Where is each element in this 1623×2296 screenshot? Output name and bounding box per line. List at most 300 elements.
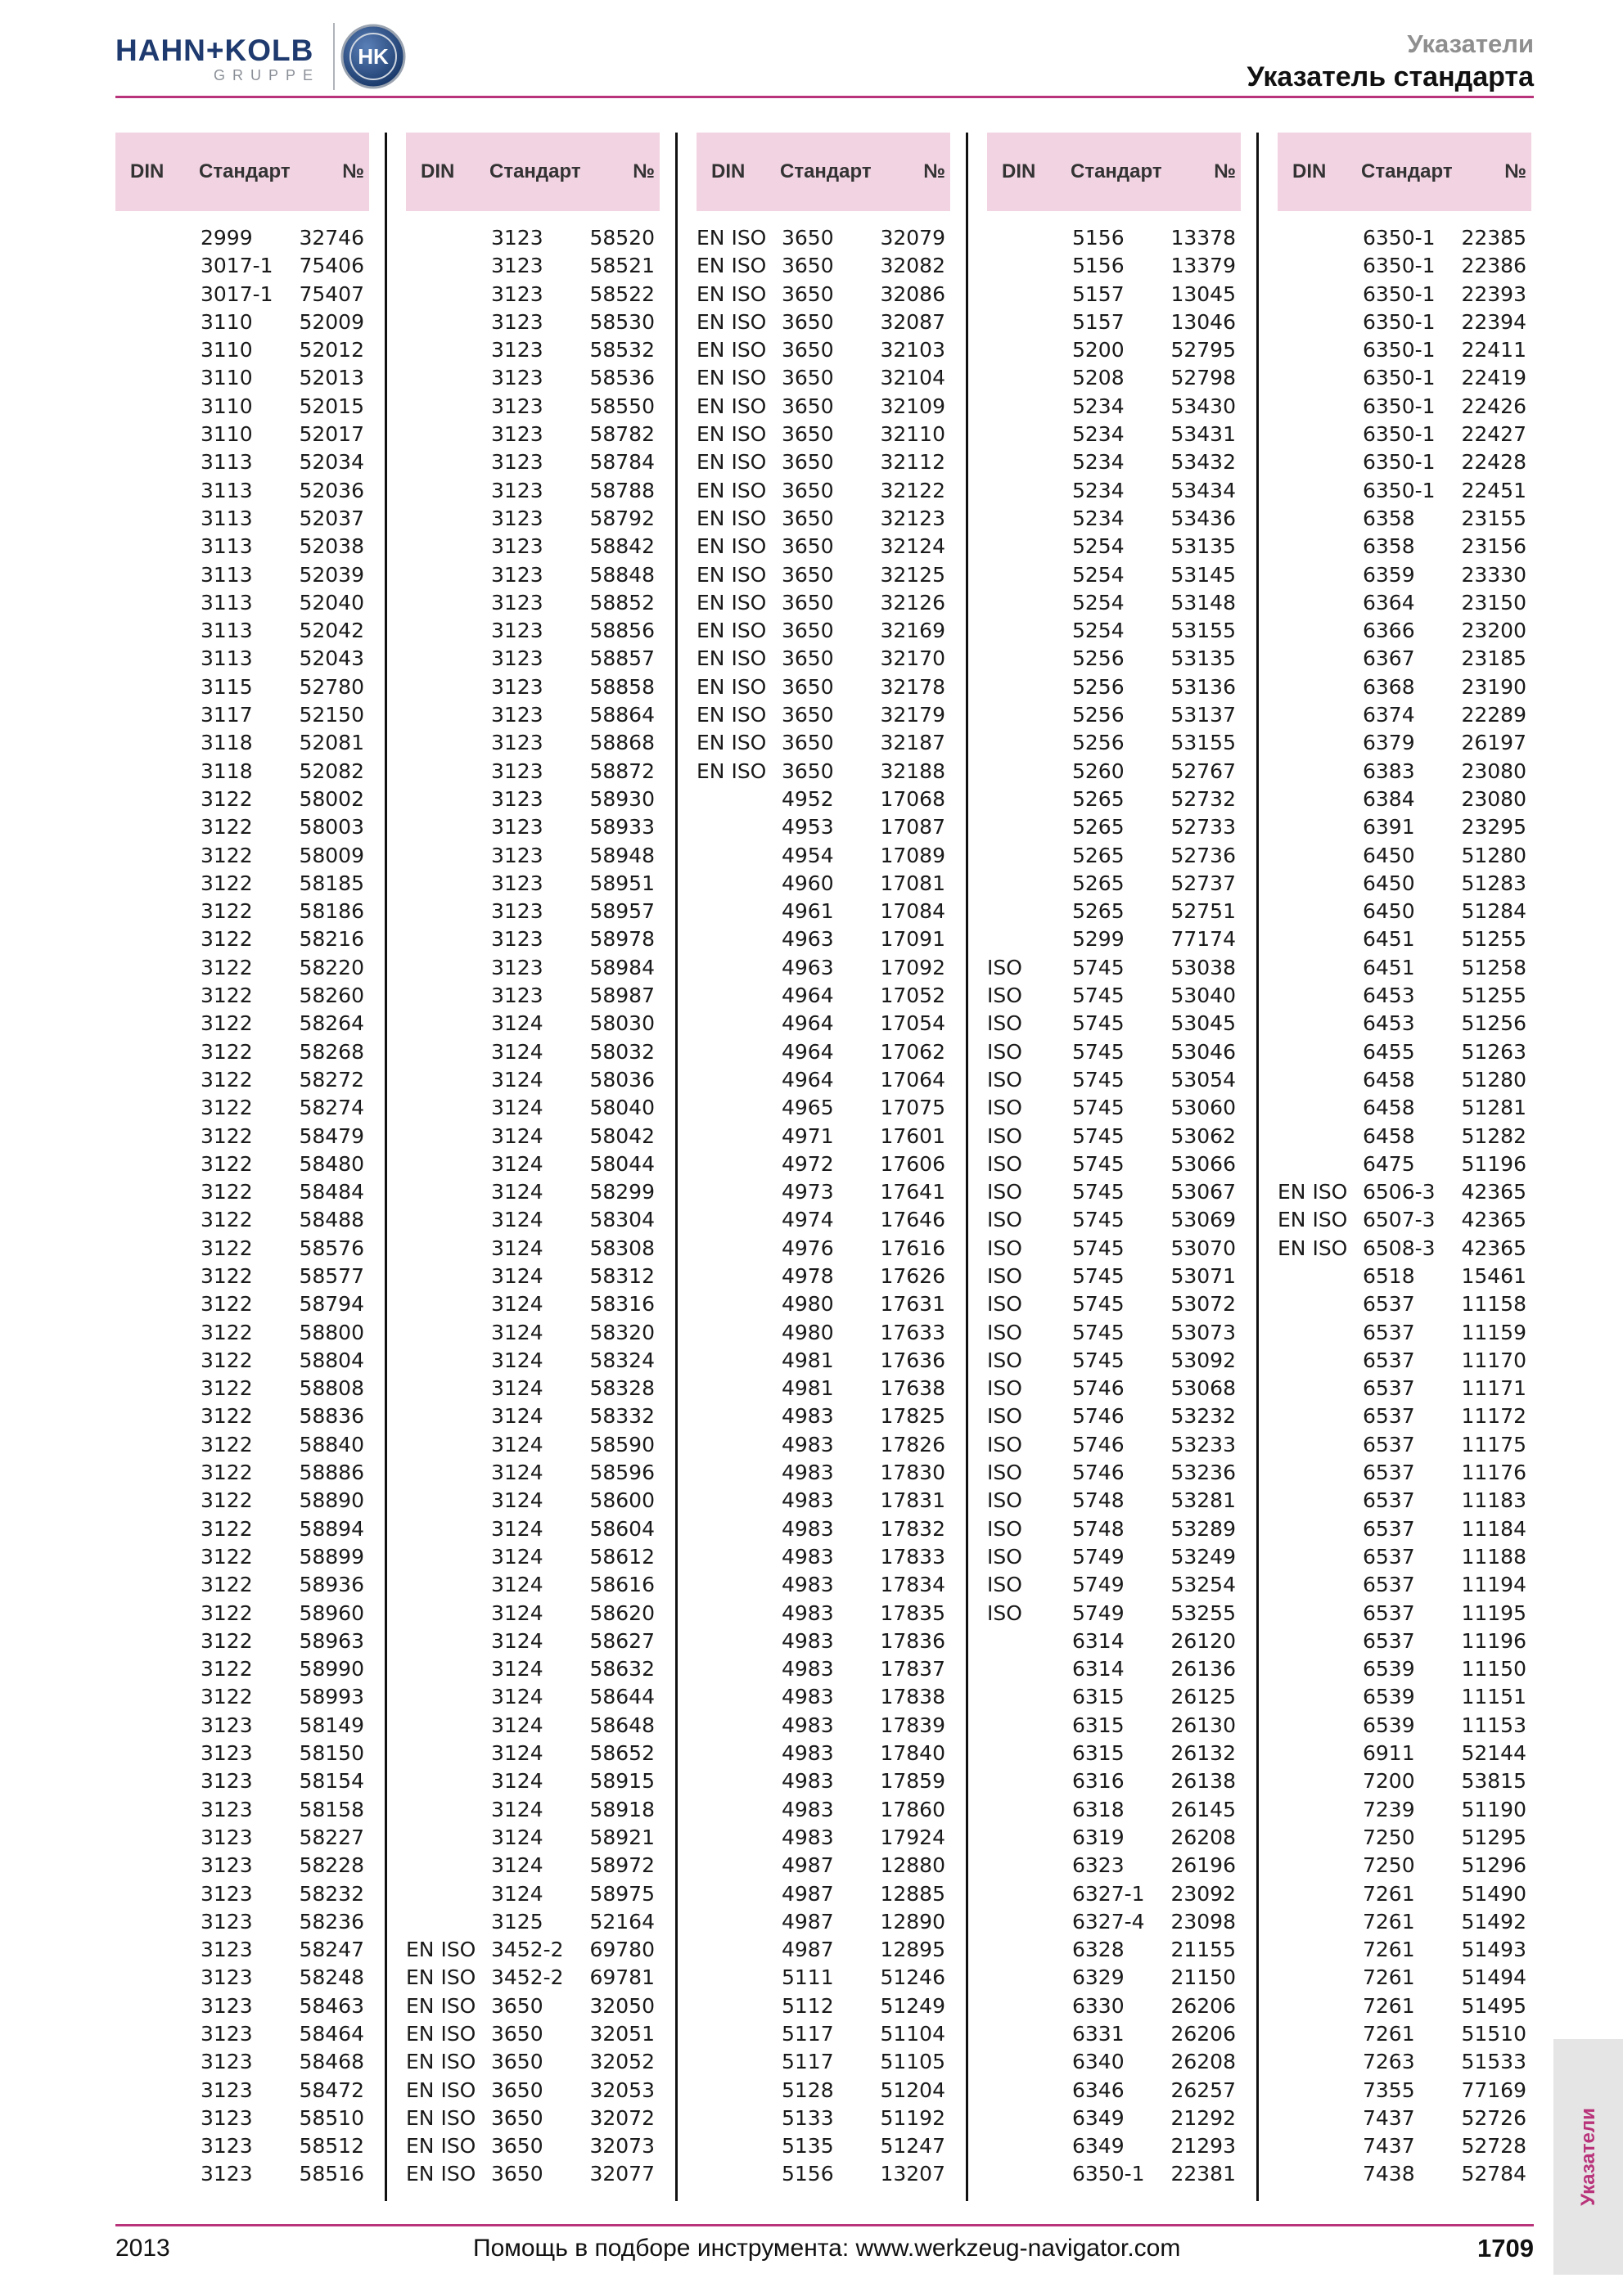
row-standard: 6346: [1072, 2078, 1125, 2102]
row-standard: 6366: [1363, 619, 1415, 643]
table-row: [987, 561, 1241, 589]
row-standard: 3650: [491, 2050, 543, 2074]
table-row: [406, 813, 660, 841]
row-standard: 4964: [782, 1039, 834, 1064]
table-row: [697, 2077, 950, 2105]
row-standard: 3123: [201, 1769, 253, 1794]
table-row: [987, 2077, 1241, 2105]
row-number: 11170: [1461, 1348, 1526, 1372]
row-number: 53092: [1170, 1348, 1236, 1372]
row-standard: 3123: [491, 815, 543, 840]
table-row: [1278, 477, 1531, 505]
row-standard: 4983: [782, 1544, 834, 1569]
row-number: 58890: [299, 1488, 364, 1513]
header-prefix: DIN: [421, 160, 455, 182]
table-row: [115, 224, 369, 252]
table-row: [1278, 1880, 1531, 1908]
row-standard: 4954: [782, 843, 834, 867]
row-standard: 3122: [201, 1039, 253, 1064]
table-row: [987, 1571, 1241, 1599]
row-number: 58620: [589, 1600, 655, 1625]
row-number: 26208: [1170, 1825, 1236, 1849]
table-row: [1278, 1459, 1531, 1487]
row-standard: 5157: [1072, 281, 1125, 306]
row-number: 53430: [1170, 394, 1236, 418]
row-standard: 4963: [782, 927, 834, 952]
row-number: 13046: [1170, 309, 1236, 334]
row-number: 58590: [589, 1432, 655, 1456]
row-number: 23156: [1461, 534, 1526, 559]
row-prefix: EN ISO: [697, 338, 767, 362]
table-row: [115, 1712, 369, 1740]
row-number: 17830: [880, 1461, 945, 1485]
row-number: 52042: [299, 619, 364, 643]
row-standard: 3113: [201, 590, 253, 615]
row-number: 32051: [589, 2022, 655, 2046]
row-standard: 3650: [491, 1993, 543, 2018]
row-prefix: ISO: [987, 1404, 1022, 1429]
row-number: 32077: [589, 2162, 655, 2186]
table-row: [406, 1094, 660, 1122]
row-standard: 3122: [201, 899, 253, 924]
row-standard: 3122: [201, 1011, 253, 1036]
row-standard: 6537: [1363, 1404, 1415, 1429]
header-rule: [115, 96, 1534, 98]
row-number: 58604: [589, 1516, 655, 1541]
row-standard: 5117: [782, 2022, 834, 2046]
footer-year: 2013: [115, 2235, 170, 2262]
table-row: [1278, 673, 1531, 701]
row-number: 58272: [299, 1067, 364, 1092]
logo-subtitle: GRUPPE: [214, 67, 321, 83]
table-row: [1278, 1431, 1531, 1459]
row-number: 58030: [589, 1011, 655, 1036]
table-row: [406, 224, 660, 252]
row-number: 23092: [1170, 1881, 1236, 1906]
table-row: [115, 645, 369, 673]
row-standard: 3122: [201, 1404, 253, 1429]
row-standard: 5200: [1072, 338, 1125, 362]
row-standard: 7261: [1363, 2022, 1415, 2046]
row-standard: 3650: [782, 562, 834, 587]
row-number: 51192: [880, 2105, 945, 2130]
row-number: 17839: [880, 1713, 945, 1737]
row-number: 58522: [589, 281, 655, 306]
table-row: [115, 1908, 369, 1936]
table-row: [115, 1123, 369, 1150]
row-standard: 6318: [1072, 1797, 1125, 1821]
row-number: 53045: [1170, 1011, 1236, 1036]
table-row: [1278, 1235, 1531, 1263]
row-number: 32126: [880, 590, 945, 615]
column-separator: [385, 133, 387, 2201]
row-standard: 7263: [1363, 2050, 1415, 2074]
row-number: 58864: [589, 703, 655, 727]
row-number: 52038: [299, 534, 364, 559]
table-row: [406, 1796, 660, 1824]
table-row: [987, 2105, 1241, 2132]
row-standard: 3122: [201, 1263, 253, 1288]
row-standard: 4983: [782, 1657, 834, 1681]
row-number: 23080: [1461, 759, 1526, 783]
table-row: [406, 2132, 660, 2160]
table-row: [697, 1038, 950, 1066]
table-row: [987, 1038, 1241, 1066]
table-row: [115, 1010, 369, 1038]
row-standard: 4983: [782, 1741, 834, 1766]
row-standard: 5112: [782, 1993, 834, 2018]
table-row: [406, 1824, 660, 1852]
table-row: [987, 1627, 1241, 1655]
header-prefix: DIN: [1292, 160, 1327, 182]
row-standard: 5254: [1072, 590, 1125, 615]
row-standard: 3123: [491, 478, 543, 502]
row-number: 17606: [880, 1151, 945, 1176]
row-standard: 3125: [491, 1909, 543, 1934]
row-standard: 6537: [1363, 1600, 1415, 1625]
row-prefix: ISO: [987, 1573, 1022, 1597]
row-standard: 6539: [1363, 1657, 1415, 1681]
table-row: [697, 813, 950, 841]
row-number: 58804: [299, 1348, 364, 1372]
row-standard: 3122: [201, 1292, 253, 1317]
row-standard: 6350-1: [1363, 450, 1436, 475]
row-number: 53289: [1170, 1516, 1236, 1541]
table-row: [115, 1066, 369, 1094]
table-row: [697, 364, 950, 392]
table-row: [1278, 786, 1531, 813]
row-standard: 6350-1: [1363, 281, 1436, 306]
table-row: [987, 1206, 1241, 1234]
table-row: [1278, 1319, 1531, 1347]
row-standard: 5745: [1072, 1348, 1125, 1372]
row-number: 58316: [589, 1292, 655, 1317]
table-row: [115, 842, 369, 870]
row-number: 75407: [299, 281, 364, 306]
row-standard: 4983: [782, 1600, 834, 1625]
row-number: 52767: [1170, 759, 1236, 783]
table-row: [987, 448, 1241, 476]
row-number: 58247: [299, 1938, 364, 1962]
table-row: [987, 701, 1241, 729]
row-standard: 3113: [201, 646, 253, 671]
table-row: [1278, 448, 1531, 476]
row-number: 58848: [589, 562, 655, 587]
row-number: 23098: [1170, 1909, 1236, 1934]
row-standard: 5135: [782, 2134, 834, 2159]
row-number: 51263: [1461, 1039, 1526, 1064]
row-number: 58468: [299, 2050, 364, 2074]
row-number: 17075: [880, 1096, 945, 1120]
row-standard: 7239: [1363, 1797, 1415, 1821]
table-row: [115, 448, 369, 476]
table-row: [406, 1992, 660, 2020]
row-standard: 3122: [201, 984, 253, 1008]
row-number: 22394: [1461, 309, 1526, 334]
table-row: [1278, 533, 1531, 560]
row-number: 17633: [880, 1320, 945, 1344]
row-standard: 3124: [491, 1769, 543, 1794]
row-standard: 3123: [491, 309, 543, 334]
row-standard: 3124: [491, 1011, 543, 1036]
row-standard: 6537: [1363, 1461, 1415, 1485]
row-number: 53249: [1170, 1544, 1236, 1569]
row-number: 52039: [299, 562, 364, 587]
row-standard: 6475: [1363, 1151, 1415, 1176]
table-row: [115, 1431, 369, 1459]
row-standard: 3122: [201, 1488, 253, 1513]
row-number: 15461: [1461, 1263, 1526, 1288]
row-number: 32170: [880, 646, 945, 671]
page-number: 1709: [1477, 2234, 1534, 2262]
row-standard: 6350-1: [1363, 254, 1436, 278]
row-number: 26130: [1170, 1713, 1236, 1737]
row-standard: 4961: [782, 899, 834, 924]
table-row: [697, 1796, 950, 1824]
row-standard: 6327-1: [1072, 1881, 1145, 1906]
table-row: [1278, 2132, 1531, 2160]
row-standard: 3650: [491, 2105, 543, 2130]
row-standard: 6537: [1363, 1348, 1415, 1372]
header-standard: Стандарт: [1071, 160, 1162, 182]
row-number: 17087: [880, 815, 945, 840]
table-row: [987, 729, 1241, 757]
row-number: 58042: [589, 1123, 655, 1148]
side-tab-indexes[interactable]: [1553, 2039, 1623, 2275]
row-standard: 3650: [782, 646, 834, 671]
row-standard: 3123: [201, 1825, 253, 1849]
row-prefix: EN ISO: [697, 281, 767, 306]
footer-help-link[interactable]: Помощь в подборе инструмента: www.werkzeug-navigator.com: [473, 2235, 1181, 2262]
row-standard: 3124: [491, 1263, 543, 1288]
row-number: 17054: [880, 1011, 945, 1036]
table-row: [406, 1571, 660, 1599]
row-standard: 7438: [1363, 2162, 1415, 2186]
row-number: 58842: [589, 534, 655, 559]
table-row: [115, 982, 369, 1010]
row-standard: 3650: [782, 619, 834, 643]
row-number: 17836: [880, 1628, 945, 1653]
row-number: 52037: [299, 506, 364, 530]
table-row: [987, 925, 1241, 953]
row-number: 21155: [1170, 1938, 1236, 1962]
header-number: №: [633, 160, 655, 182]
row-number: 23295: [1461, 815, 1526, 840]
table-row: [115, 1235, 369, 1263]
table-row: [697, 2020, 950, 2048]
row-standard: 6537: [1363, 1432, 1415, 1456]
table-row: [697, 1880, 950, 1908]
table-row: [697, 701, 950, 729]
row-standard: 3650: [782, 674, 834, 699]
row-number: 52736: [1170, 843, 1236, 867]
table-row: [987, 1936, 1241, 1964]
row-standard: 3117: [201, 703, 253, 727]
table-row: [987, 393, 1241, 421]
row-number: 58836: [299, 1404, 364, 1429]
row-number: 51256: [1461, 1011, 1526, 1036]
row-standard: 3124: [491, 1180, 543, 1204]
table-row: [987, 1543, 1241, 1571]
table-row: [406, 898, 660, 925]
row-number: 53040: [1170, 984, 1236, 1008]
row-number: 69781: [589, 1965, 655, 1990]
table-row: [1278, 1150, 1531, 1178]
row-number: 23150: [1461, 590, 1526, 615]
row-prefix: EN ISO: [406, 2162, 476, 2186]
table-row: [406, 1767, 660, 1795]
table-row: [987, 477, 1241, 505]
row-number: 58488: [299, 1208, 364, 1232]
column-rows: [115, 224, 369, 2189]
row-standard: 5749: [1072, 1600, 1125, 1625]
column-rows: [406, 224, 660, 2189]
row-number: 17860: [880, 1797, 945, 1821]
row-number: 32188: [880, 759, 945, 783]
row-number: 32110: [880, 422, 945, 447]
row-number: 58532: [589, 338, 655, 362]
row-standard: 3124: [491, 1039, 543, 1064]
row-number: 51493: [1461, 1938, 1526, 1962]
row-standard: 6450: [1363, 899, 1415, 924]
header-number: №: [342, 160, 364, 182]
table-row: [987, 898, 1241, 925]
row-prefix: EN ISO: [1278, 1236, 1348, 1260]
row-standard: 3650: [782, 759, 834, 783]
row-number: 52728: [1461, 2134, 1526, 2159]
row-number: 11196: [1461, 1628, 1526, 1653]
row-prefix: EN ISO: [697, 703, 767, 727]
table-row: [115, 758, 369, 786]
table-row: [1278, 2020, 1531, 2048]
table-row: [1278, 1010, 1531, 1038]
row-standard: 6327-4: [1072, 1909, 1145, 1934]
row-standard: 5256: [1072, 646, 1125, 671]
row-number: 26206: [1170, 2022, 1236, 2046]
row-number: 51281: [1461, 1096, 1526, 1120]
table-row: [1278, 1543, 1531, 1571]
row-standard: 7261: [1363, 1909, 1415, 1934]
table-row: [406, 1431, 660, 1459]
row-standard: 5254: [1072, 534, 1125, 559]
row-number: 32122: [880, 478, 945, 502]
row-number: 58894: [299, 1516, 364, 1541]
table-row: [406, 1235, 660, 1263]
row-standard: 6506-3: [1363, 1180, 1436, 1204]
row-standard: 3123: [491, 254, 543, 278]
row-standard: 5748: [1072, 1488, 1125, 1513]
row-number: 58794: [299, 1292, 364, 1317]
row-number: 51494: [1461, 1965, 1526, 1990]
row-prefix: EN ISO: [697, 226, 767, 250]
row-standard: 3122: [201, 1180, 253, 1204]
table-row: [987, 281, 1241, 308]
row-number: 51533: [1461, 2050, 1526, 2074]
row-number: 58921: [589, 1825, 655, 1849]
logo-divider: [333, 23, 335, 90]
table-row: [406, 1683, 660, 1711]
row-standard: 6537: [1363, 1376, 1415, 1401]
row-standard: 4974: [782, 1208, 834, 1232]
table-row: [115, 364, 369, 392]
row-standard: 3110: [201, 309, 253, 334]
row-number: 58040: [589, 1096, 655, 1120]
table-row: [115, 729, 369, 757]
row-number: 26136: [1170, 1657, 1236, 1681]
table-row: [406, 1402, 660, 1430]
table-row: [406, 1740, 660, 1767]
table-row: [115, 1375, 369, 1402]
row-standard: 7261: [1363, 1881, 1415, 1906]
row-number: 11175: [1461, 1432, 1526, 1456]
column-separator: [966, 133, 968, 2201]
table-row: [406, 1375, 660, 1402]
row-number: 11176: [1461, 1461, 1526, 1485]
row-prefix: EN ISO: [697, 422, 767, 447]
table-row: [987, 1683, 1241, 1711]
row-number: 23330: [1461, 562, 1526, 587]
table-row: [697, 1767, 950, 1795]
table-row: [697, 645, 950, 673]
table-row: [697, 1992, 950, 2020]
row-number: 11150: [1461, 1657, 1526, 1681]
table-row: [1278, 1487, 1531, 1515]
row-standard: 7261: [1363, 1938, 1415, 1962]
table-row: [697, 533, 950, 560]
row-prefix: EN ISO: [697, 562, 767, 587]
row-number: 53815: [1461, 1769, 1526, 1794]
row-standard: 5746: [1072, 1376, 1125, 1401]
row-standard: 5133: [782, 2105, 834, 2130]
table-row: [406, 1712, 660, 1740]
row-number: 23190: [1461, 674, 1526, 699]
row-standard: 5745: [1072, 984, 1125, 1008]
row-number: 58960: [299, 1600, 364, 1625]
row-number: 53432: [1170, 450, 1236, 475]
row-number: 53148: [1170, 590, 1236, 615]
row-standard: 3122: [201, 1432, 253, 1456]
table-row: [1278, 1066, 1531, 1094]
row-number: 32079: [880, 226, 945, 250]
row-number: 58464: [299, 2022, 364, 2046]
row-number: 17831: [880, 1488, 945, 1513]
row-number: 11184: [1461, 1516, 1526, 1541]
row-number: 22411: [1461, 338, 1526, 362]
row-number: 58886: [299, 1461, 364, 1485]
table-row: [406, 336, 660, 364]
table-row: [115, 1459, 369, 1487]
row-standard: 3123: [201, 2162, 253, 2186]
row-standard: 3123: [491, 759, 543, 783]
table-row: [697, 393, 950, 421]
row-standard: 3650: [782, 450, 834, 475]
table-row: [987, 308, 1241, 336]
row-number: 26120: [1170, 1628, 1236, 1653]
row-standard: 5156: [1072, 254, 1125, 278]
row-standard: 6359: [1363, 562, 1415, 587]
row-number: 22393: [1461, 281, 1526, 306]
table-row: [115, 281, 369, 308]
row-number: 58530: [589, 309, 655, 334]
table-row: [115, 1094, 369, 1122]
table-row: [1278, 1600, 1531, 1627]
table-row: [115, 1880, 369, 1908]
table-row: [406, 1459, 660, 1487]
row-number: 58510: [299, 2105, 364, 2130]
table-row: [406, 870, 660, 898]
row-number: 17636: [880, 1348, 945, 1372]
row-number: 58577: [299, 1263, 364, 1288]
